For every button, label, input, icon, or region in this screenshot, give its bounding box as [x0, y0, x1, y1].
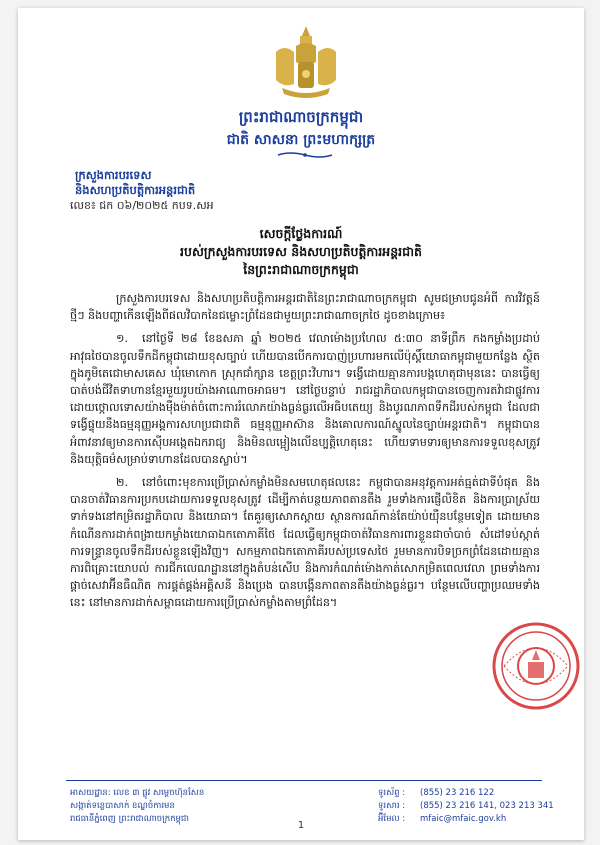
kingdom-name: ព្រះរាជាណាចក្រកម្ពុជា — [238, 108, 364, 126]
address-line-3: រាជធានីភ្នំពេញ ព្រះរាជាណាចក្រកម្ពុជា — [70, 814, 189, 824]
statement-body — [70, 290, 540, 618]
statement-title: សេចក្តីថ្លែងការណ៍ — [259, 226, 343, 241]
address-label: អាសយដ្ឋាន — [70, 788, 108, 798]
page-number: 1 — [297, 820, 305, 831]
divider-ornament-icon — [276, 151, 334, 159]
email-value: mfaic@mfaic.gov.kh — [420, 814, 507, 824]
paragraph-1-number: ១. — [116, 332, 129, 346]
email-label: អ៊ីមែល : — [378, 814, 406, 824]
paragraph-1-text: នៅថ្ងៃទី ២៨ ខែឧសភា ឆ្នាំ ២០២៥ វេលាម៉ោងប្រហែល ៥:៣០ នាទីព្រឹក កងកម្លាំងប្រដាប់អាវុធថៃបានចូលទឹកដីកម្ពុជាដោយខុសច្បាប់ ហើយបានបើកការបាញ់ប្រហារមកលើប៉ុស្តិ៍យោធាកម្ពុជាមួយកន្លែង ស្ថិតក្នុងភូមិតេជោមាសគេស ឃុំមោកោក ស្រុកជាំក្សាន ខេត្តព្រះវិហារ។ ទង្វើដោយគ្មានការបង្កហេតុជាមុននេះ បានធ្វើឲ្យបាត់បង់ជីវិតទាហានខ្មែរមួយរូបយ៉ាងអាណោចអាធម។ នៅថ្ងៃបន្ទាប់ រាជរដ្ឋាភិបាលកម្ពុជាបានចេញការតវ៉ាជាផ្លូវការ ដោយថ្កោលទោសយ៉ាងម៉ឺងម៉ាត់ចំពោះការរំលោភយ៉ាងធ្ងន់ធ្ងរលើអធិបតេយ្យ និងបូរណភាពទឹកដីរបស់កម្ពុជា ដែលជាទង្វើផ្ទុយនឹងធម្មនុញ្ញអង្គការសហប្រជាជាតិ ធម្មនុញ្ញអាស៊ាន និងគោលការណ៍ស្នូលនៃច្បាប់អន្តរជាតិ។ កម្ពុជាបានអំពាវនាវឲ្យមានការស៊ើបអង្កេតឯករាជ្យ និងមិនលម្អៀងលើឧប្បត្តិហេតុនេះ ហើយទាមទារឲ្យមានការទទួលខុសត្រូវ និងយុត្តិធម៌សម្រាប់ទាហានដែលបានស្លាប់។ — [70, 332, 540, 466]
ministry-name-line1: ក្រសួងការបរទេស — [75, 168, 152, 182]
fax-label: ទូរសារ : — [378, 801, 406, 811]
royal-coat-of-arms-icon — [266, 22, 346, 102]
ministry-seal-stamp-icon — [490, 620, 582, 712]
national-motto: ជាតិ សាសនា ព្រះមហាក្សត្រ — [226, 132, 376, 148]
statement-subtitle-2: នៃព្រះរាជាណាចក្រកម្ពុជា — [243, 262, 359, 277]
address-line-1: លេខ ៣ ផ្លូវ សម្តេចហ៊ុនសែន — [113, 788, 205, 798]
reference-number: លេខ៖ ជក ០៦/២០២៥ កបទ.សអ — [70, 199, 214, 212]
paragraph-2-number: ២. — [116, 476, 129, 490]
document-page — [18, 8, 584, 840]
paragraph-2 — [70, 474, 540, 612]
fax-value: (855) 23 216 141, 023 213 341 — [420, 801, 554, 811]
address-line-2: សង្កាត់ទន្លេបាសាក់ ខណ្ឌចំការមន — [70, 801, 175, 811]
statement-subtitle: របស់ក្រសួងការបរទេស និងសហប្រតិបត្តិការអន្តរជាតិ — [180, 244, 422, 259]
paragraph-1 — [70, 330, 540, 468]
tel-value: (855) 23 216 122 — [420, 788, 495, 798]
tel-label: ទូរស័ព្ទ : — [378, 788, 406, 798]
paragraph-2-text: នៅចំពោះមុខការប្រើប្រាស់កម្លាំងមិនសមហេតុផលនេះ កម្ពុជាបានអនុវត្តការអត់ធ្មត់ជាទីបំផុត និងបានចាត់វិធានការប្រកបដោយការទទួលខុសត្រូវ ដើម្បីកាត់បន្ថយភាពតានតឹង រួមទាំងការផ្ញើលិខិត និងការប្រាស្រ័យទាក់ទងនៅកម្រិតរដ្ឋាភិបាល និងយោធា។ តែគួរឲ្យសោកស្តាយ ស្ថានការណ៍កាន់តែយ៉ាប់យ៉ឺនបន្ថែមទៀត ដោយមានកំណើនការដាក់ពង្រាយកម្លាំងយោធាឯកតោភាគីថៃ ដែលធ្វើឲ្យកម្ពុជាចាត់វិធានការពារខ្លួនជាចាំបាច់ សំដៅទប់ស្កាត់ការទន្ទ្រានចូលទឹកដីរបស់ខ្លួនឡើងវិញ។ សកម្មភាពឯកតោភាគីរបស់ប្រទេសថៃ រួមមានការបិទច្រកព្រំដែនដោយគ្មានការពិគ្រោះយោបល់ ការជីកលេណដ្ឋាននៅក្នុងតំបន់សើប និងការកំណត់ម៉ោងកាត់សោកម្រិតពេលវេលា ព្រមទាំងការផ្តាច់សេវាអ៊ីនធឺណិត ការផ្គត់ផ្គង់អគ្គិសនី និងប្រេង បានបង្កើនភាពតានតឹងយ៉ាងធ្ងន់ធ្ងរ។ បន្ថែមលើបញ្ហាប្រឈមទាំងនេះ នៅមានការដាក់សម្ពាធដោយការប្រើប្រាស់កម្លាំងតាមព្រំដែន។ — [70, 476, 540, 610]
footer-address: អាសយដ្ឋាន: លេខ ៣ ផ្លូវ សម្តេចហ៊ុនសែន សង្កាត់ទន្លេបាសាក់ ខណ្ឌចំការមន រាជធានីភ្នំពេញ ព្រះរាជាណាចក្រកម្ពុជា — [70, 787, 320, 826]
ministry-name-line2: និងសហប្រតិបត្តិការអន្តរជាតិ — [75, 183, 196, 197]
intro-paragraph: ក្រសួងការបរទេស និងសហប្រតិបត្តិការអន្តរជាតិនៃព្រះរាជាណាចក្រកម្ពុជា សូមជម្រាបជូនអំពី ការវិវត្តន៍ថ្មីៗ និងបញ្ហាកើនឡើងពីផលវិបាកនៃជម្លោះព្រំដែនជាមួយព្រះរាជាណាចក្រថៃ ដូចខាងក្រោម៖ — [70, 292, 540, 323]
footer-divider — [66, 780, 542, 781]
